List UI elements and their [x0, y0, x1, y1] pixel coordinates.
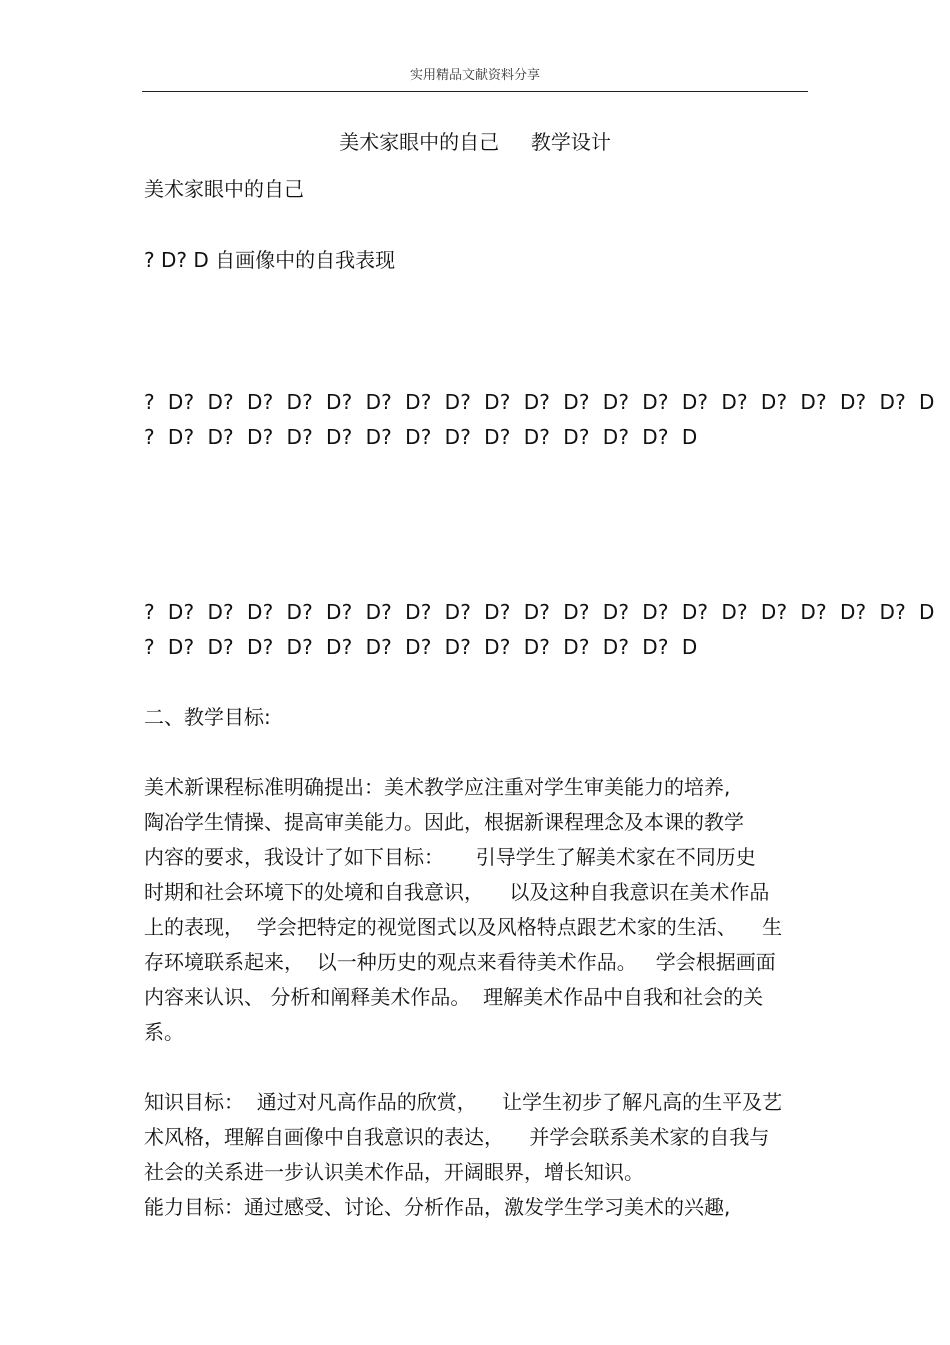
paragraph-line: 术风格，理解自画像中自我意识的表达， 并学会联系美术家的自我与 [144, 1125, 770, 1149]
section-heading-1: ? D? D 自画像中的自我表现 [144, 248, 396, 272]
paragraph-line: 上的表现， 学会把特定的视觉图式以及风格特点跟艺术家的生活、 生 [144, 915, 783, 939]
paragraph-line: 能力目标：通过感受、讨论、分析作品，激发学生学习美术的兴趣, [144, 1195, 731, 1219]
document-title: 美术家眼中的自己 教学设计 [339, 130, 611, 154]
header-rule [142, 91, 808, 92]
paragraph-line: 内容来认识、 分析和阐释美术作品。 理解美术作品中自我和社会的关 [144, 985, 764, 1009]
paragraph-line: 系。 [144, 1020, 184, 1044]
garbled-line: ? D? D? D? D? D? D? D? D? D? D? D? D? D? D [144, 635, 698, 659]
garbled-line: ? D? D? D? D? D? D? D? D? D? D? D? D? D? D? D? D? D? D? D? D [144, 600, 935, 624]
garbled-line: ? D? D? D? D? D? D? D? D? D? D? D? D? D? D [144, 425, 698, 449]
page-header: 实用精品文献资料分享 [409, 68, 540, 83]
paragraph-line: 时期和社会环境下的处境和自我意识， 以及这种自我意识在美术作品 [144, 880, 770, 904]
paragraph-line: 知识目标： 通过对凡高作品的欣赏， 让学生初步了解凡高的生平及艺 [144, 1090, 783, 1114]
paragraph-line: 内容的要求，我设计了如下目标： 引导学生了解美术家在不同历史 [144, 845, 756, 869]
paragraph-line: 陶冶学生情操、提高审美能力。因此，根据新课程理念及本课的教学 [144, 810, 744, 834]
paragraph-line: 美术新课程标准明确提出：美术教学应注重对学生审美能力的培养, [144, 775, 731, 799]
section-heading-2: 二、教学目标: [144, 705, 271, 729]
document-subtitle: 美术家眼中的自己 [144, 177, 304, 201]
paragraph-line: 存环境联系起来， 以一种历史的观点来看待美术作品。 学会根据画面 [144, 950, 776, 974]
paragraph-line: 社会的关系进一步认识美术作品，开阔眼界，增长知识。 [144, 1160, 644, 1184]
garbled-line: ? D? D? D? D? D? D? D? D? D? D? D? D? D? D? D? D? D? D? D? D [144, 390, 935, 414]
